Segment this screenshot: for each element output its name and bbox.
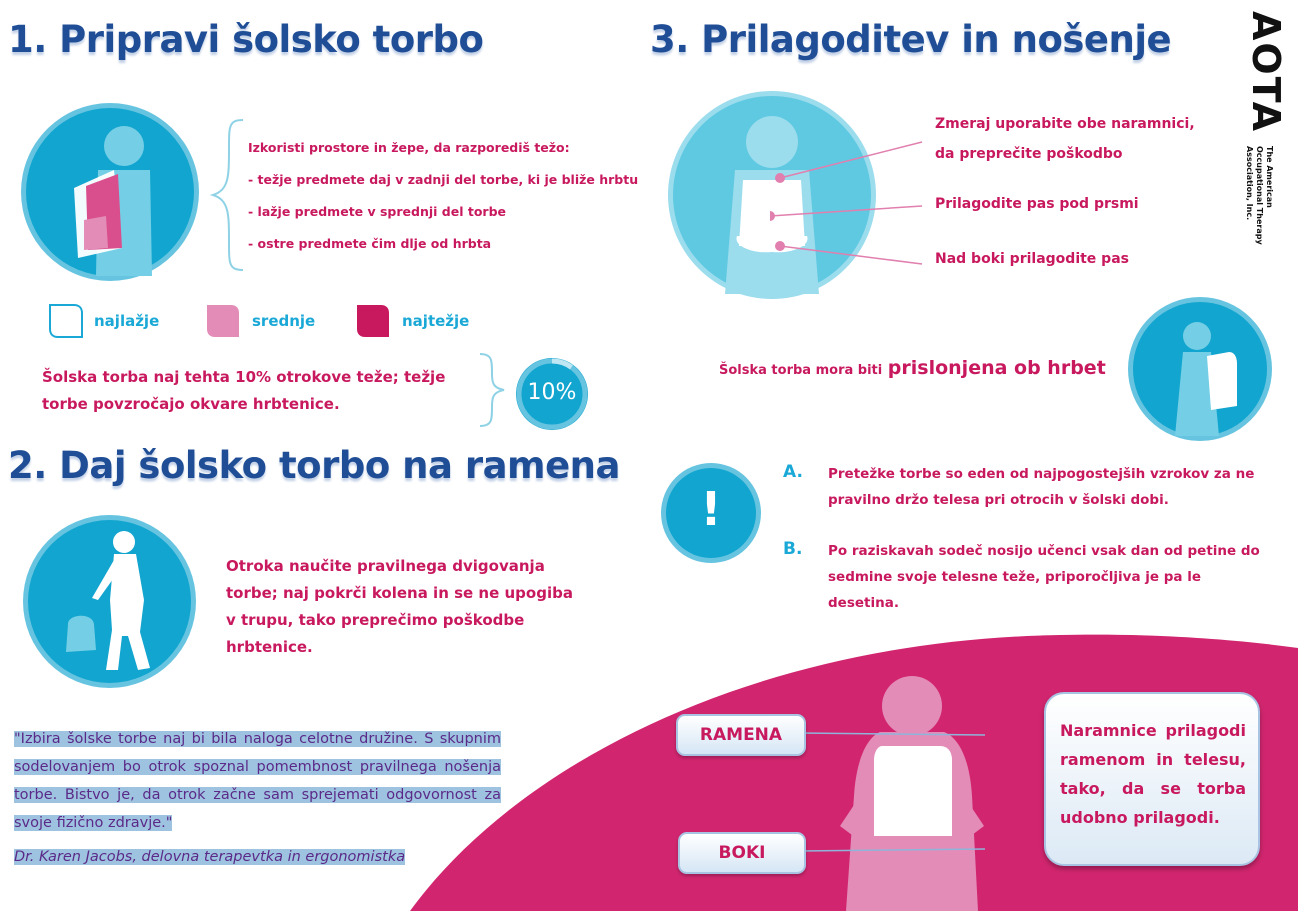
tip1-line2: da preprečite poškodbo <box>935 146 1123 162</box>
brace-right <box>478 352 508 428</box>
alert-circle <box>666 468 756 558</box>
quote-text <box>14 725 501 837</box>
quote-author-content: Dr. Karen Jacobs, delovna terapevtka in ergonomistka <box>14 849 406 865</box>
pack-bullet-1: - težje predmete daj v zadnji del torbe, ki je bliže hrbtu <box>248 172 639 187</box>
pack-bullet-2: - lažje predmete v sprednji del torbe <box>248 204 507 219</box>
legend-medium-label: srednje <box>252 312 316 330</box>
aota-line-3: Association, Inc. <box>1245 146 1254 221</box>
aota-wordmark: AOTA <box>1244 10 1288 134</box>
legend-heavy-icon <box>355 303 391 339</box>
back-text <box>719 357 1106 379</box>
child-lifting-icon <box>28 520 191 683</box>
section3-title: 3. Prilagoditev in nošenje <box>650 18 1172 61</box>
aota-line-1: The American <box>1265 146 1274 208</box>
tip1-line1: Zmeraj uporabite obe naramnici, <box>935 116 1195 132</box>
quote-author <box>14 849 405 865</box>
exclamation-icon: ! <box>700 482 722 536</box>
curly-brace <box>205 118 245 273</box>
child-lifting-illustration <box>28 520 191 683</box>
tip2: Prilagodite pas pod prsmi <box>935 196 1139 212</box>
weight-text: Šolska torba naj tehta 10% otrokove teže; težje torbe povzročajo okvare hrbtenice. <box>42 368 446 413</box>
aota-name <box>1244 146 1274 256</box>
child-side-icon <box>26 108 194 276</box>
legend-heavy-label: najtežje <box>402 312 470 330</box>
legend-medium-icon <box>205 303 241 339</box>
lifting-text: Otroka naučite pravilnega dvigovanja torbe; naj pokrči kolena in se ne upogiba v trupu, tako preprečimo poškodbe hrbtenice. <box>226 557 573 656</box>
callout-text: Naramnice prilagodi ramenom in telesu, tako, da se torba udobno prilagodi. <box>1060 721 1246 827</box>
tip3: Nad boki prilagodite pas <box>935 251 1129 267</box>
fact-b-text: Po raziskavah sodeč nosijo učenci vsak dan od petine do sedmine svoje telesne teže, priporočljiva je pa le desetina. <box>828 543 1260 611</box>
back-contact-illustration <box>1133 302 1267 436</box>
child-backpack-illustration <box>26 108 194 276</box>
pack-intro: Izkoristi prostore in žepe, da razporediš težo: <box>248 140 570 155</box>
legend-light-icon <box>48 303 84 339</box>
back-text-big: prislonjena ob hrbet <box>887 357 1106 379</box>
quote-text-content: "Izbira šolske torbe naj bi bila naloga celotne družine. S skupnim sodelovanjem bo otrok spoznal pomembnost pravilnega nošenja torbe. Bistvo je, da otrok začne sam sprejemati odgovornost za svoje fizično zdravje." <box>14 731 501 831</box>
tag-hips: BOKI <box>678 832 806 874</box>
fact-b-letter: B. <box>783 539 803 559</box>
percent-label: 10% <box>527 380 577 405</box>
tag-shoulders: RAMENA <box>676 714 806 756</box>
legend-light-label: najlažje <box>94 312 160 330</box>
back-text-small: Šolska torba mora biti <box>719 363 883 378</box>
aota-logo <box>1244 8 1292 248</box>
section1-title: 1. Pripravi šolsko torbo <box>8 18 484 61</box>
fact-a-letter: A. <box>783 462 803 482</box>
percent-ring <box>514 356 590 432</box>
pack-bullet-3: - ostre predmete čim dlje od hrbta <box>248 236 492 251</box>
pointer-lines <box>770 138 930 268</box>
strap-callout <box>1044 692 1260 866</box>
aota-line-2: Occupational Therapy <box>1255 146 1264 245</box>
fact-a-text: Pretežke torbe so eden od najpogostejših vzrokov za ne pravilno držo telesa pri otrocih v šolski dobi. <box>828 466 1255 508</box>
section2-title: 2. Daj šolsko torbo na ramena <box>8 444 620 487</box>
child-profile-icon <box>1133 302 1267 436</box>
tag-pointer-lines <box>800 730 990 855</box>
